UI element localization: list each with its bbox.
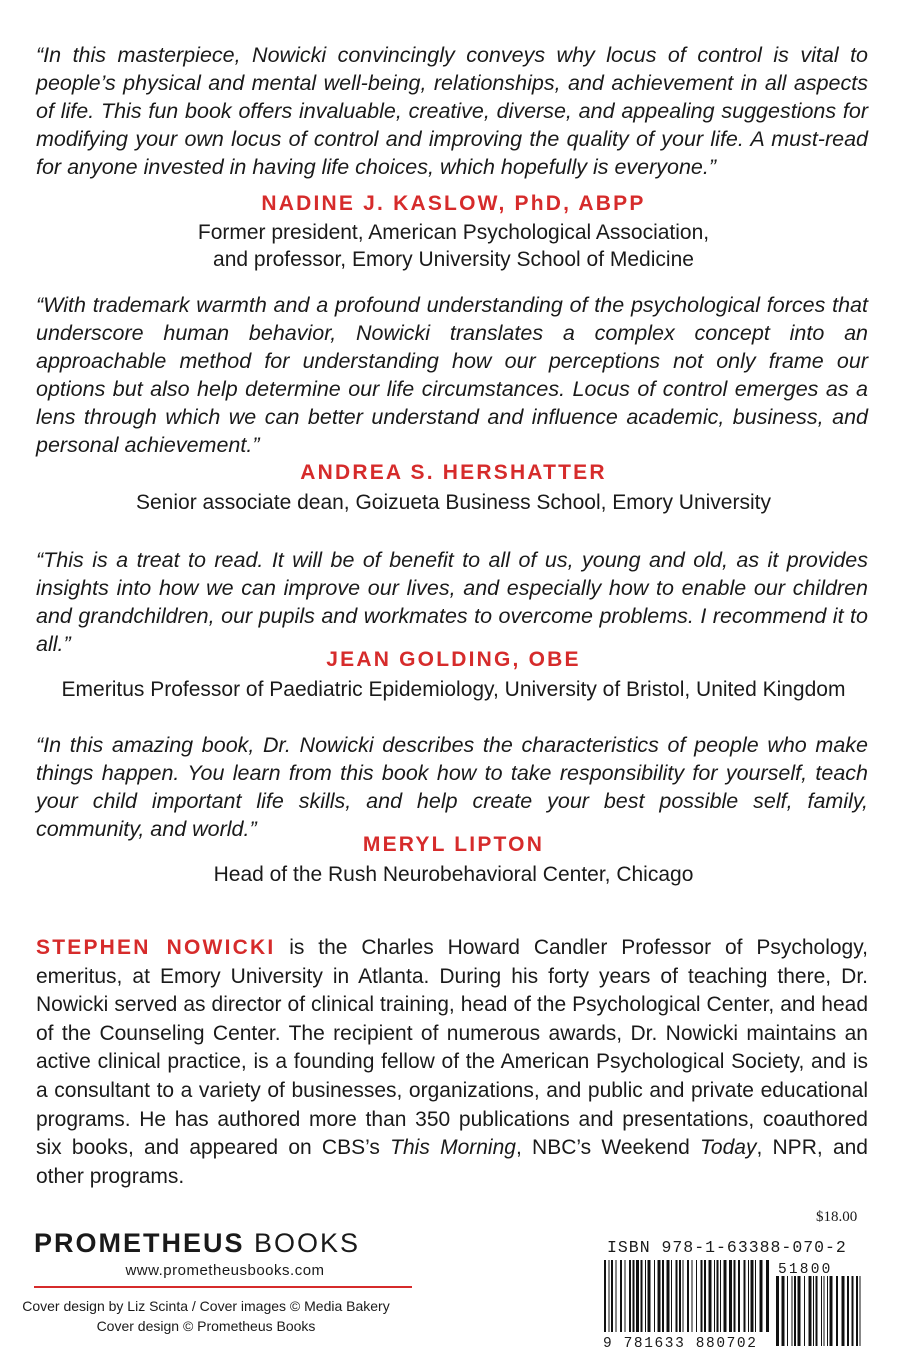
barcode-bar bbox=[738, 1260, 740, 1332]
bio-text-1: is the Charles Howard Candler Professor of Psychology, emeritus, at Emory University in Atlanta. During his forty years of teaching there, Dr. Nowicki served as director of clinical training, head of the Psychological Center, and head of the Counseling Center. The recipient of numerous awards, Dr. Nowicki maintains an active clinical practice, is a founding fellow of the American Psychological Society, and is a consultant to a variety of businesses, organizations, and public and private educational programs. He has authored more than 350 publications and presentations, coauthored six books, and appeared on CBS’s bbox=[36, 936, 869, 1160]
barcode-bar bbox=[696, 1260, 697, 1332]
barcode-bar bbox=[616, 1260, 617, 1332]
barcode-bar bbox=[692, 1260, 693, 1332]
barcode-bar bbox=[633, 1260, 635, 1332]
review-quote-kaslow: “In this masterpiece, Nowicki convincingly conveys why locus of control is vital to people’s physical and mental well-being, relationships, and achievement in all aspects of life. This fun book offers invaluable, creative, diverse, and appealing suggestions for modifying your own locus of control and improving the quality of your life. A must-read for anyone invested in having life choices, which hopefully is everyone.” bbox=[36, 43, 868, 179]
barcode-bar bbox=[860, 1276, 861, 1346]
barcode-addon-bars bbox=[776, 1276, 861, 1346]
barcode-bar bbox=[648, 1260, 651, 1332]
barcode-addon-digits: 51800 bbox=[778, 1262, 833, 1278]
barcode-bar bbox=[798, 1276, 801, 1346]
barcode-bar bbox=[827, 1276, 828, 1346]
author-name: STEPHEN NOWICKI bbox=[36, 936, 276, 959]
publisher-logo bbox=[34, 1228, 360, 1259]
barcode-bar bbox=[724, 1260, 727, 1332]
barcode-bar bbox=[676, 1260, 678, 1332]
barcode-bar bbox=[744, 1260, 746, 1332]
barcode-bar bbox=[667, 1260, 670, 1332]
reviewer-role-kaslow-1: Former president, American Psychological Association, bbox=[197, 221, 710, 244]
barcode-bar bbox=[856, 1276, 858, 1346]
bio-show-this-morning: This Morning bbox=[390, 1136, 516, 1160]
barcode-bar bbox=[641, 1260, 643, 1332]
barcode-bar bbox=[654, 1260, 655, 1332]
barcode-bar bbox=[679, 1260, 681, 1332]
barcode-bar bbox=[729, 1260, 732, 1332]
publisher-name-light: BOOKS bbox=[244, 1228, 361, 1258]
barcode-graphic bbox=[600, 1258, 870, 1350]
barcode-bar bbox=[704, 1260, 706, 1332]
publisher-url[interactable]: www.prometheusbooks.com bbox=[125, 1262, 325, 1279]
barcode-bar bbox=[671, 1260, 672, 1332]
barcode-bar bbox=[701, 1260, 703, 1332]
barcode-bar bbox=[760, 1260, 763, 1332]
reviewer-role-lipton: Head of the Rush Neurobehavioral Center, Chicago bbox=[213, 863, 694, 886]
barcode-bar bbox=[709, 1260, 712, 1332]
barcode-bar bbox=[625, 1260, 626, 1332]
reviewer-role-kaslow-2: and professor, Emory University School of Medicine bbox=[213, 248, 694, 271]
barcode-bar bbox=[751, 1260, 754, 1332]
review-quote-lipton: “In this amazing book, Dr. Nowicki describes the characteristics of people who make things happen. You learn from this book how to take responsibility for yourself, teach your child important life skills, and help create your best possible self, family, community, and world.” bbox=[36, 733, 868, 841]
barcode-bar bbox=[792, 1276, 793, 1346]
barcode-bar bbox=[847, 1276, 849, 1346]
barcode-main-bars bbox=[604, 1260, 769, 1332]
barcode-bar bbox=[629, 1260, 631, 1332]
author-bio bbox=[36, 934, 868, 1191]
barcode-bar bbox=[714, 1260, 715, 1332]
bio-show-today: Today bbox=[700, 1136, 757, 1160]
barcode-bar bbox=[852, 1276, 854, 1346]
reviewer-name-hershatter: ANDREA S. HERSHATTER bbox=[300, 461, 607, 484]
barcode-bar bbox=[734, 1260, 736, 1332]
barcode-bar bbox=[766, 1260, 769, 1332]
barcode-bar bbox=[794, 1276, 796, 1346]
barcode-bar bbox=[816, 1276, 818, 1346]
barcode-bar bbox=[824, 1276, 825, 1346]
isbn-label: ISBN 978-1-63388-070-2 bbox=[607, 1238, 847, 1257]
publisher-divider bbox=[34, 1286, 412, 1288]
publisher-name-bold: PROMETHEUS bbox=[34, 1228, 245, 1258]
barcode-bar bbox=[604, 1260, 606, 1332]
barcode-bar bbox=[683, 1260, 684, 1332]
cover-credits bbox=[0, 1296, 412, 1336]
bio-text-2: , NBC’s Weekend bbox=[515, 1136, 700, 1160]
reviewer-name-kaslow: NADINE J. KASLOW, PhD, ABPP bbox=[261, 192, 646, 215]
review-quote-golding: “This is a treat to read. It will be of benefit to all of us, young and old, as it provides insights into how we can improve our lives, and especially how to enable our children and grandchildren, our pupils and workmates to overcome problems. I recommend it to all.” bbox=[36, 548, 868, 656]
barcode-bar bbox=[748, 1260, 749, 1332]
barcode-bar bbox=[609, 1260, 610, 1332]
review-quote-hershatter: “With trademark warmth and a profound understanding of the psychological forces that underscore human behavior, Nowicki translates a complex concept into an approachable method for understanding how our perceptions not only frame our options but also help determine our life circumstances. Locus of control emerges as a lens through which we can better understand and influence academic, business, and personal achievement.” bbox=[36, 293, 868, 457]
barcode-bar bbox=[813, 1276, 814, 1346]
barcode-bar bbox=[687, 1260, 689, 1332]
barcode-bar bbox=[645, 1260, 646, 1332]
reviewer-name-golding: JEAN GOLDING, OBE bbox=[326, 648, 581, 671]
reviewer-name-lipton: MERYL LIPTON bbox=[362, 833, 545, 856]
barcode-bar bbox=[776, 1276, 779, 1346]
barcode-bar bbox=[755, 1260, 756, 1332]
barcode-bar bbox=[720, 1260, 721, 1332]
barcode-bar bbox=[717, 1260, 719, 1332]
cover-credit-line-1: Cover design by Liz Scinta / Cover images © Media Bakery bbox=[22, 1298, 390, 1314]
barcode-bar bbox=[830, 1276, 833, 1346]
barcode-bar bbox=[620, 1260, 622, 1332]
reviewer-role-hershatter: Senior associate dean, Goizueta Business School, Emory University bbox=[136, 491, 771, 514]
barcode-bar bbox=[809, 1276, 812, 1346]
barcode-bar bbox=[782, 1276, 785, 1346]
barcode-bar bbox=[662, 1260, 664, 1332]
barcode-bar bbox=[804, 1276, 805, 1346]
barcode-bar bbox=[842, 1276, 845, 1346]
barcode-digits: 9 781633 880702 bbox=[603, 1336, 758, 1350]
cover-credit-line-2: Cover design © Prometheus Books bbox=[96, 1318, 316, 1334]
barcode-bar bbox=[821, 1276, 822, 1346]
bio-text-3: , NPR, and other programs. bbox=[36, 1136, 868, 1188]
price-label: $18.00 bbox=[816, 1209, 858, 1225]
barcode-bar bbox=[658, 1260, 661, 1332]
barcode-bar bbox=[787, 1276, 788, 1346]
barcode-bar bbox=[636, 1260, 639, 1332]
reviewer-role-golding: Emeritus Professor of Paediatric Epidemiology, University of Bristol, United Kingdom bbox=[61, 678, 846, 701]
barcode-bar bbox=[836, 1276, 838, 1346]
barcode-bar bbox=[611, 1260, 613, 1332]
